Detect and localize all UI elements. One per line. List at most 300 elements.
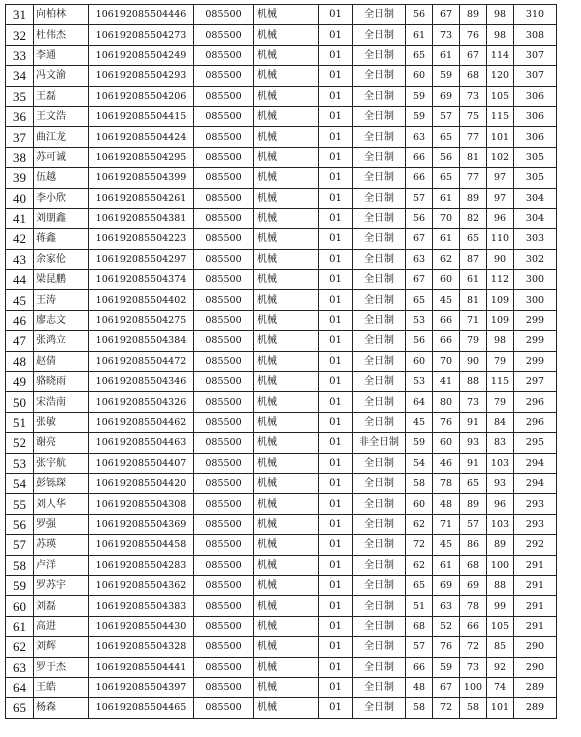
score-english: 69 (433, 575, 460, 595)
candidate-name: 李小欣 (34, 188, 89, 208)
major-name: 机械 (254, 596, 319, 616)
score-english: 45 (433, 290, 460, 310)
score-politics: 65 (406, 45, 433, 65)
score-professional: 109 (487, 290, 514, 310)
table-row (6, 290, 557, 310)
major-name: 机械 (254, 168, 319, 188)
score-professional: 101 (487, 127, 514, 147)
major-name: 机械 (254, 555, 319, 575)
score-math: 78 (460, 596, 487, 616)
score-english: 70 (433, 351, 460, 371)
score-politics: 66 (406, 657, 433, 677)
major-code: 085500 (194, 372, 254, 392)
score-professional: 105 (487, 616, 514, 636)
row-number: 56 (6, 514, 34, 534)
direction-code: 01 (319, 351, 353, 371)
row-number: 59 (6, 575, 34, 595)
score-professional: 110 (487, 229, 514, 249)
candidate-name: 刘辉 (34, 637, 89, 657)
study-mode: 全日制 (353, 331, 406, 351)
study-mode: 全日制 (353, 5, 406, 25)
score-math: 100 (460, 677, 487, 697)
direction-code: 01 (319, 86, 353, 106)
candidate-id: 106192085504346 (89, 372, 194, 392)
score-total: 307 (514, 66, 557, 86)
score-math: 66 (460, 616, 487, 636)
score-math: 61 (460, 270, 487, 290)
study-mode: 全日制 (353, 106, 406, 126)
direction-code: 01 (319, 453, 353, 473)
table-row (6, 208, 557, 228)
table-row (6, 555, 557, 575)
score-professional: 96 (487, 494, 514, 514)
score-professional: 101 (487, 698, 514, 718)
candidate-id: 106192085504308 (89, 494, 194, 514)
score-politics: 62 (406, 514, 433, 534)
score-total: 305 (514, 168, 557, 188)
candidate-id: 106192085504383 (89, 596, 194, 616)
candidate-name: 向柏林 (34, 5, 89, 25)
score-english: 72 (433, 698, 460, 718)
direction-code: 01 (319, 127, 353, 147)
score-english: 73 (433, 25, 460, 45)
score-politics: 63 (406, 249, 433, 269)
score-total: 304 (514, 188, 557, 208)
candidate-id: 106192085504273 (89, 25, 194, 45)
score-english: 80 (433, 392, 460, 412)
score-professional: 92 (487, 657, 514, 677)
score-total: 307 (514, 45, 557, 65)
row-number: 55 (6, 494, 34, 514)
candidate-name: 杜伟杰 (34, 25, 89, 45)
score-total: 302 (514, 249, 557, 269)
direction-code: 01 (319, 168, 353, 188)
score-total: 304 (514, 208, 557, 228)
major-name: 机械 (254, 698, 319, 718)
major-code: 085500 (194, 637, 254, 657)
score-politics: 66 (406, 168, 433, 188)
major-code: 085500 (194, 147, 254, 167)
row-number: 65 (6, 698, 34, 718)
score-professional: 98 (487, 5, 514, 25)
major-code: 085500 (194, 290, 254, 310)
major-code: 085500 (194, 270, 254, 290)
candidate-name: 曲江龙 (34, 127, 89, 147)
table-row (6, 535, 557, 555)
study-mode: 全日制 (353, 616, 406, 636)
study-mode: 全日制 (353, 66, 406, 86)
score-math: 71 (460, 310, 487, 330)
candidate-name: 罗于杰 (34, 657, 89, 677)
table-row (6, 270, 557, 290)
row-number: 47 (6, 331, 34, 351)
major-name: 机械 (254, 637, 319, 657)
major-name: 机械 (254, 270, 319, 290)
score-english: 66 (433, 331, 460, 351)
major-code: 085500 (194, 575, 254, 595)
score-english: 67 (433, 677, 460, 697)
candidate-id: 106192085504441 (89, 657, 194, 677)
candidate-name: 宋浩南 (34, 392, 89, 412)
score-politics: 72 (406, 535, 433, 555)
score-professional: 100 (487, 555, 514, 575)
table-row (6, 453, 557, 473)
study-mode: 全日制 (353, 127, 406, 147)
table-row (6, 514, 557, 534)
score-professional: 97 (487, 188, 514, 208)
direction-code: 01 (319, 310, 353, 330)
candidate-name: 卢洋 (34, 555, 89, 575)
candidate-name: 刘磊 (34, 596, 89, 616)
study-mode: 全日制 (353, 249, 406, 269)
row-number: 44 (6, 270, 34, 290)
score-politics: 66 (406, 147, 433, 167)
row-number: 36 (6, 106, 34, 126)
major-code: 085500 (194, 392, 254, 412)
candidate-name: 苏瑛 (34, 535, 89, 555)
score-math: 75 (460, 106, 487, 126)
score-math: 72 (460, 637, 487, 657)
major-name: 机械 (254, 453, 319, 473)
score-math: 87 (460, 249, 487, 269)
candidate-name: 王皓 (34, 677, 89, 697)
row-number: 37 (6, 127, 34, 147)
score-politics: 45 (406, 412, 433, 432)
major-name: 机械 (254, 331, 319, 351)
score-english: 57 (433, 106, 460, 126)
candidate-id: 106192085504420 (89, 473, 194, 493)
row-number: 35 (6, 86, 34, 106)
study-mode: 全日制 (353, 575, 406, 595)
major-name: 机械 (254, 86, 319, 106)
major-code: 085500 (194, 657, 254, 677)
score-politics: 57 (406, 188, 433, 208)
candidate-name: 彭铄琛 (34, 473, 89, 493)
major-code: 085500 (194, 66, 254, 86)
table-row (6, 168, 557, 188)
study-mode: 全日制 (353, 147, 406, 167)
score-total: 299 (514, 331, 557, 351)
score-politics: 53 (406, 372, 433, 392)
major-name: 机械 (254, 575, 319, 595)
candidate-name: 杨森 (34, 698, 89, 718)
score-total: 296 (514, 412, 557, 432)
study-mode: 全日制 (353, 535, 406, 555)
score-math: 58 (460, 698, 487, 718)
major-code: 085500 (194, 494, 254, 514)
major-code: 085500 (194, 596, 254, 616)
row-number: 39 (6, 168, 34, 188)
score-english: 46 (433, 453, 460, 473)
direction-code: 01 (319, 372, 353, 392)
study-mode: 全日制 (353, 555, 406, 575)
row-number: 46 (6, 310, 34, 330)
study-mode: 全日制 (353, 698, 406, 718)
major-code: 085500 (194, 86, 254, 106)
direction-code: 01 (319, 575, 353, 595)
score-english: 41 (433, 372, 460, 392)
candidate-id: 106192085504261 (89, 188, 194, 208)
score-total: 293 (514, 494, 557, 514)
direction-code: 01 (319, 514, 353, 534)
candidate-name: 李通 (34, 45, 89, 65)
candidate-id: 106192085504407 (89, 453, 194, 473)
table-row (6, 310, 557, 330)
score-professional: 105 (487, 86, 514, 106)
score-professional: 74 (487, 677, 514, 697)
score-english: 65 (433, 168, 460, 188)
study-mode: 全日制 (353, 25, 406, 45)
score-math: 91 (460, 412, 487, 432)
score-math: 93 (460, 433, 487, 453)
study-mode: 全日制 (353, 270, 406, 290)
score-politics: 60 (406, 351, 433, 371)
score-math: 81 (460, 147, 487, 167)
study-mode: 全日制 (353, 596, 406, 616)
candidate-id: 106192085504326 (89, 392, 194, 412)
candidate-id: 106192085504374 (89, 270, 194, 290)
study-mode: 全日制 (353, 372, 406, 392)
row-number: 43 (6, 249, 34, 269)
major-code: 085500 (194, 331, 254, 351)
score-total: 308 (514, 25, 557, 45)
major-name: 机械 (254, 188, 319, 208)
study-mode: 全日制 (353, 45, 406, 65)
major-code: 085500 (194, 106, 254, 126)
candidate-id: 106192085504397 (89, 677, 194, 697)
candidate-id: 106192085504424 (89, 127, 194, 147)
table-row (6, 45, 557, 65)
score-professional: 85 (487, 637, 514, 657)
candidate-id: 106192085504465 (89, 698, 194, 718)
score-politics: 58 (406, 473, 433, 493)
score-politics: 56 (406, 5, 433, 25)
score-professional: 114 (487, 45, 514, 65)
candidate-id: 106192085504446 (89, 5, 194, 25)
table-row (6, 637, 557, 657)
table-row (6, 677, 557, 697)
direction-code: 01 (319, 25, 353, 45)
score-politics: 65 (406, 290, 433, 310)
score-math: 73 (460, 657, 487, 677)
candidate-name: 蒋鑫 (34, 229, 89, 249)
study-mode: 全日制 (353, 637, 406, 657)
candidate-id: 106192085504328 (89, 637, 194, 657)
score-total: 294 (514, 453, 557, 473)
row-number: 41 (6, 208, 34, 228)
score-professional: 89 (487, 535, 514, 555)
score-politics: 67 (406, 229, 433, 249)
direction-code: 01 (319, 147, 353, 167)
row-number: 33 (6, 45, 34, 65)
direction-code: 01 (319, 392, 353, 412)
direction-code: 01 (319, 270, 353, 290)
major-name: 机械 (254, 25, 319, 45)
score-total: 305 (514, 147, 557, 167)
row-number: 49 (6, 372, 34, 392)
study-mode: 全日制 (353, 351, 406, 371)
major-code: 085500 (194, 555, 254, 575)
major-code: 085500 (194, 229, 254, 249)
candidate-id: 106192085504463 (89, 433, 194, 453)
major-name: 机械 (254, 473, 319, 493)
candidate-id: 106192085504415 (89, 106, 194, 126)
row-number: 32 (6, 25, 34, 45)
score-total: 300 (514, 290, 557, 310)
row-number: 52 (6, 433, 34, 453)
table-row (6, 106, 557, 126)
candidate-id: 106192085504297 (89, 249, 194, 269)
row-number: 62 (6, 637, 34, 657)
major-code: 085500 (194, 249, 254, 269)
major-code: 085500 (194, 433, 254, 453)
major-code: 085500 (194, 45, 254, 65)
study-mode: 全日制 (353, 473, 406, 493)
major-code: 085500 (194, 188, 254, 208)
score-math: 81 (460, 290, 487, 310)
score-professional: 97 (487, 168, 514, 188)
score-english: 61 (433, 45, 460, 65)
row-number: 64 (6, 677, 34, 697)
direction-code: 01 (319, 535, 353, 555)
score-math: 68 (460, 555, 487, 575)
score-total: 290 (514, 657, 557, 677)
row-number: 54 (6, 473, 34, 493)
direction-code: 01 (319, 494, 353, 514)
score-professional: 103 (487, 453, 514, 473)
score-english: 56 (433, 147, 460, 167)
row-number: 61 (6, 616, 34, 636)
direction-code: 01 (319, 45, 353, 65)
major-code: 085500 (194, 514, 254, 534)
major-name: 机械 (254, 372, 319, 392)
study-mode: 全日制 (353, 208, 406, 228)
score-total: 306 (514, 86, 557, 106)
table-row (6, 5, 557, 25)
direction-code: 01 (319, 616, 353, 636)
score-english: 70 (433, 208, 460, 228)
score-professional: 109 (487, 310, 514, 330)
direction-code: 01 (319, 412, 353, 432)
candidate-id: 106192085504399 (89, 168, 194, 188)
candidate-name: 骆晓雨 (34, 372, 89, 392)
score-total: 291 (514, 596, 557, 616)
score-total: 296 (514, 392, 557, 412)
candidate-name: 张鸿立 (34, 331, 89, 351)
score-english: 59 (433, 66, 460, 86)
score-english: 71 (433, 514, 460, 534)
score-english: 61 (433, 555, 460, 575)
table-row (6, 331, 557, 351)
score-professional: 84 (487, 412, 514, 432)
row-number: 31 (6, 5, 34, 25)
major-code: 085500 (194, 351, 254, 371)
major-name: 机械 (254, 5, 319, 25)
study-mode: 全日制 (353, 412, 406, 432)
score-professional: 99 (487, 596, 514, 616)
score-total: 299 (514, 310, 557, 330)
score-math: 65 (460, 473, 487, 493)
score-politics: 59 (406, 433, 433, 453)
row-number: 45 (6, 290, 34, 310)
score-total: 300 (514, 270, 557, 290)
direction-code: 01 (319, 698, 353, 718)
major-name: 机械 (254, 677, 319, 697)
row-number: 63 (6, 657, 34, 677)
direction-code: 01 (319, 637, 353, 657)
row-number: 58 (6, 555, 34, 575)
row-number: 50 (6, 392, 34, 412)
score-politics: 62 (406, 555, 433, 575)
score-politics: 58 (406, 698, 433, 718)
score-total: 289 (514, 677, 557, 697)
major-code: 085500 (194, 168, 254, 188)
score-english: 67 (433, 5, 460, 25)
candidate-name: 伍越 (34, 168, 89, 188)
major-name: 机械 (254, 229, 319, 249)
candidate-id: 106192085504275 (89, 310, 194, 330)
candidate-id: 106192085504369 (89, 514, 194, 534)
score-total: 310 (514, 5, 557, 25)
score-english: 78 (433, 473, 460, 493)
major-name: 机械 (254, 514, 319, 534)
score-math: 76 (460, 25, 487, 45)
major-name: 机械 (254, 208, 319, 228)
candidate-name: 王文浩 (34, 106, 89, 126)
score-math: 88 (460, 372, 487, 392)
score-english: 60 (433, 433, 460, 453)
major-code: 085500 (194, 677, 254, 697)
table-body (6, 5, 557, 719)
major-code: 085500 (194, 616, 254, 636)
score-professional: 102 (487, 147, 514, 167)
table-row (6, 249, 557, 269)
study-mode: 全日制 (353, 168, 406, 188)
score-total: 289 (514, 698, 557, 718)
score-english: 61 (433, 188, 460, 208)
major-code: 085500 (194, 310, 254, 330)
major-name: 机械 (254, 310, 319, 330)
score-total: 297 (514, 372, 557, 392)
table-row (6, 596, 557, 616)
table-row (6, 147, 557, 167)
table-row (6, 616, 557, 636)
score-total: 303 (514, 229, 557, 249)
score-professional: 93 (487, 473, 514, 493)
candidate-name: 刘朋鑫 (34, 208, 89, 228)
major-name: 机械 (254, 290, 319, 310)
direction-code: 01 (319, 290, 353, 310)
score-professional: 112 (487, 270, 514, 290)
major-code: 085500 (194, 127, 254, 147)
score-professional: 120 (487, 66, 514, 86)
table-row (6, 66, 557, 86)
score-english: 62 (433, 249, 460, 269)
major-name: 机械 (254, 351, 319, 371)
major-code: 085500 (194, 698, 254, 718)
row-number: 42 (6, 229, 34, 249)
candidate-id: 106192085504381 (89, 208, 194, 228)
score-math: 89 (460, 494, 487, 514)
score-total: 291 (514, 575, 557, 595)
candidate-name: 谢亮 (34, 433, 89, 453)
major-name: 机械 (254, 412, 319, 432)
score-math: 82 (460, 208, 487, 228)
major-name: 机械 (254, 106, 319, 126)
score-english: 48 (433, 494, 460, 514)
score-politics: 48 (406, 677, 433, 697)
table-row (6, 86, 557, 106)
